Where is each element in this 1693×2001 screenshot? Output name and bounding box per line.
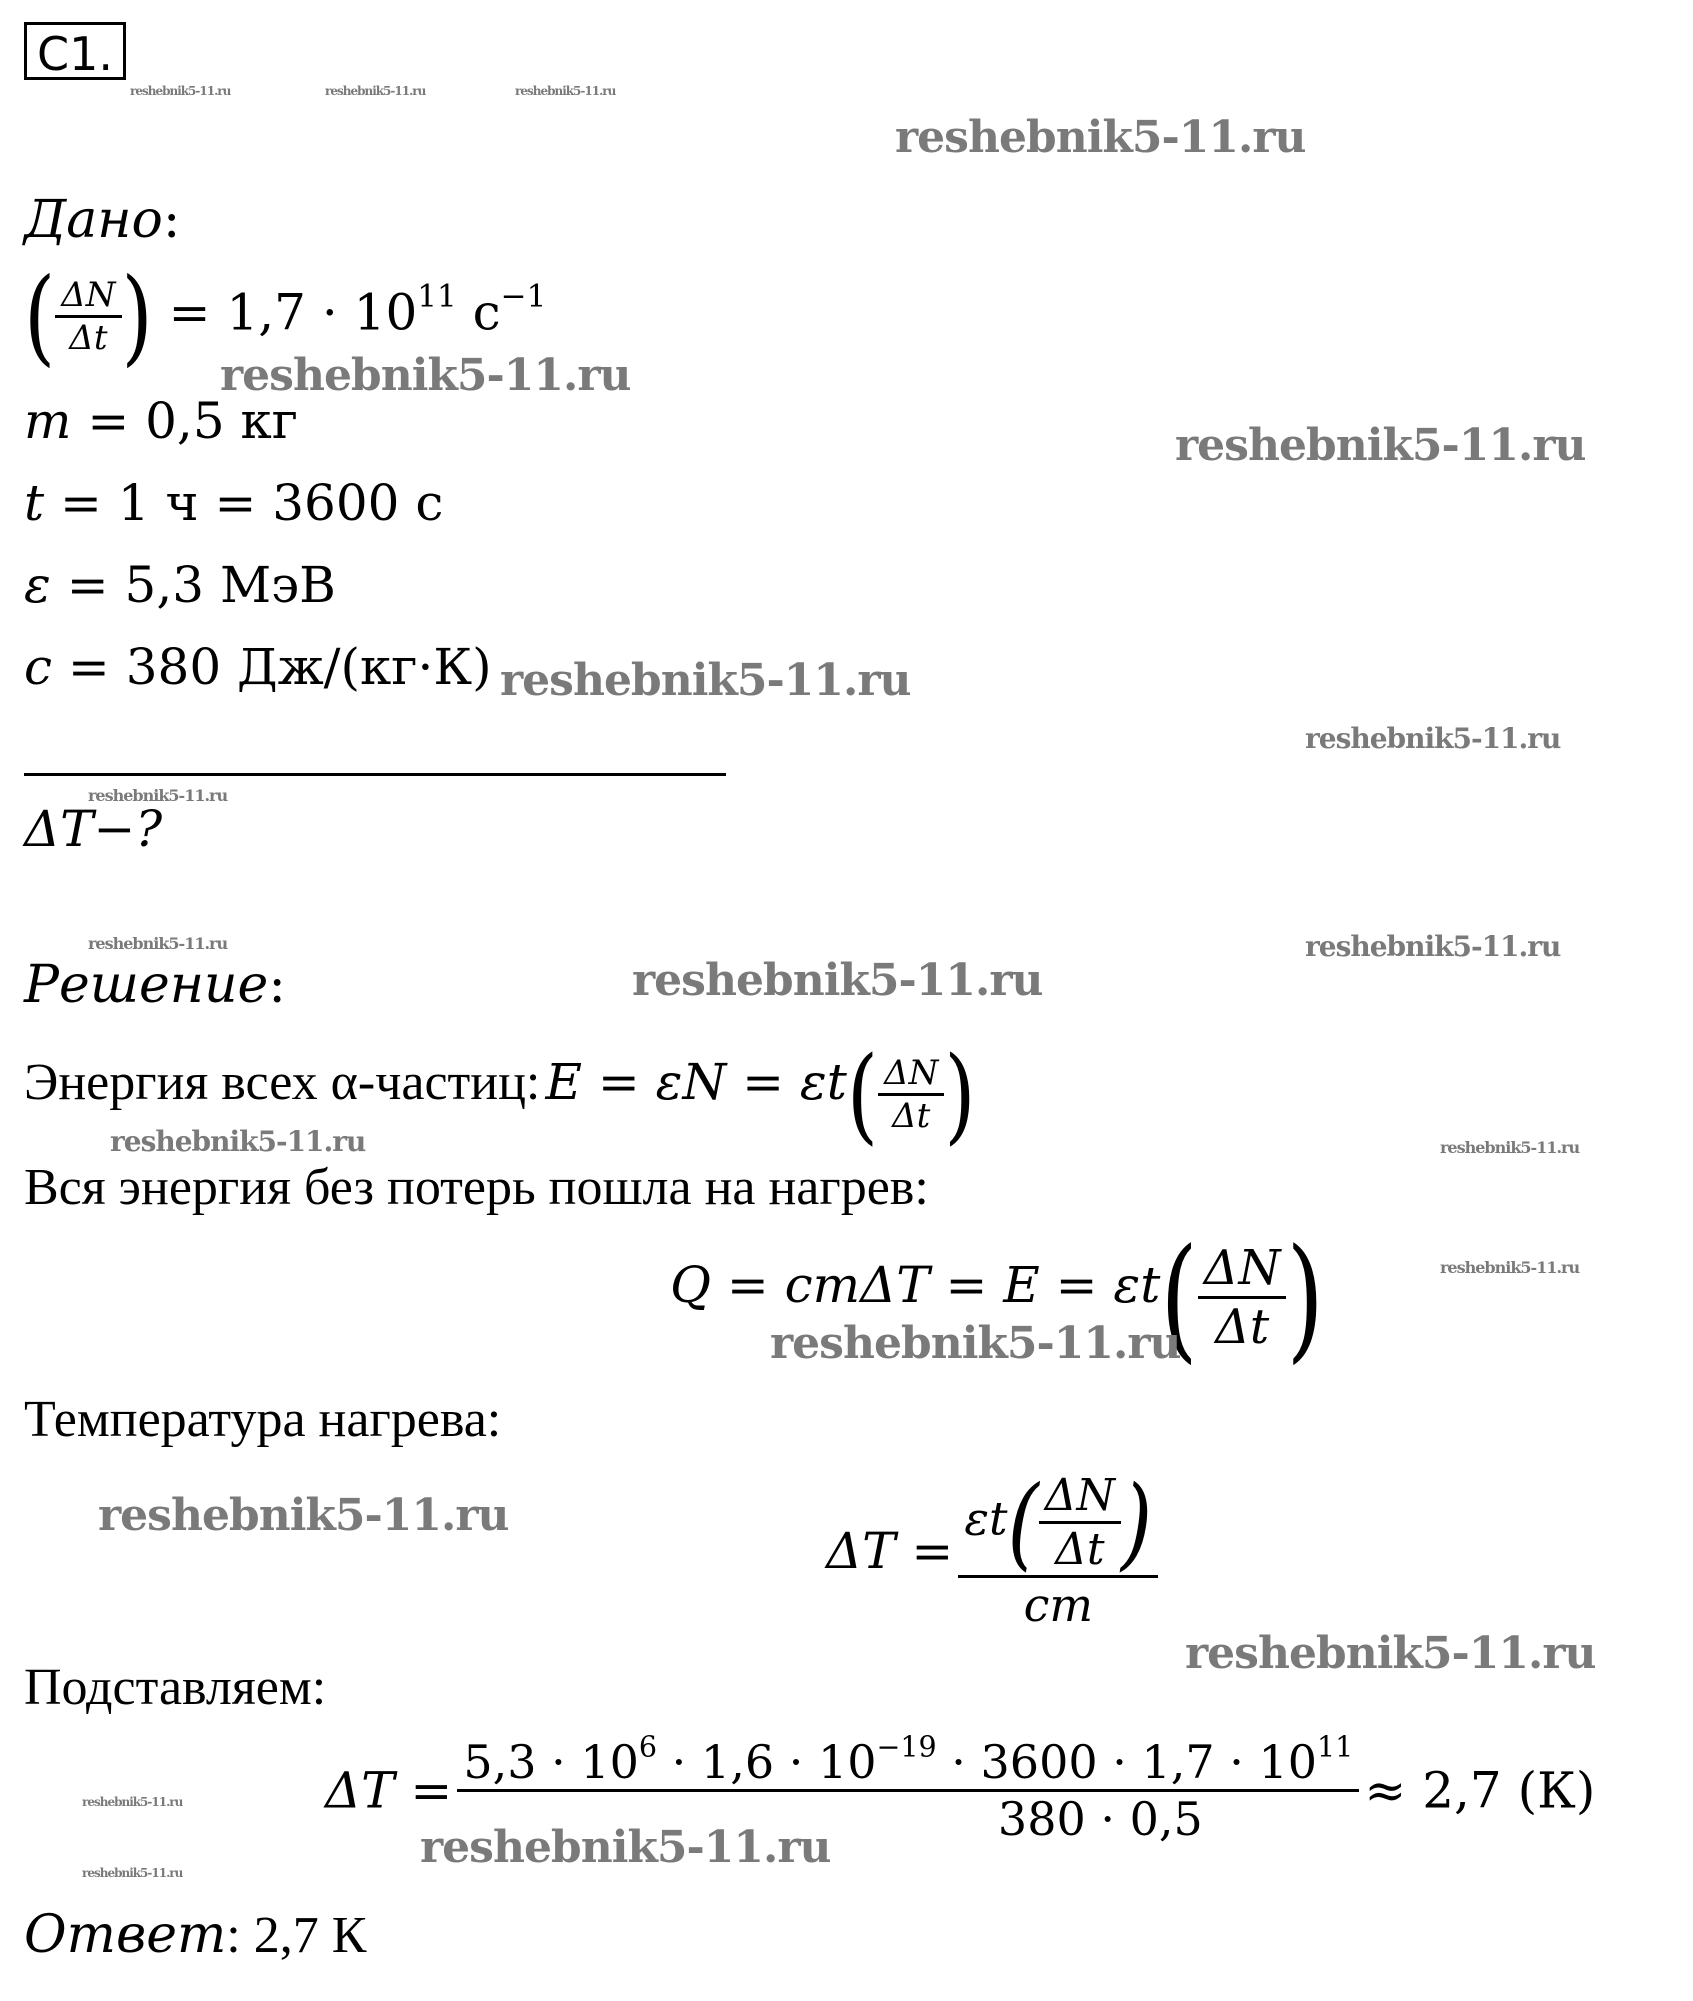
calc-num-a: 5,3 · 10 (463, 1735, 639, 1789)
watermark: reshebnik5-11.ru (1305, 930, 1561, 963)
heat-capacity-value: = 380 Дж/(кг·К) (67, 638, 492, 696)
dt-inner-num: ΔN (1044, 1470, 1116, 1521)
energy-label: Энергия всех α-частиц: (24, 1054, 541, 1111)
rate-exp: 11 (417, 278, 457, 315)
watermark: reshebnik5-11.ru (515, 84, 616, 98)
calc-num-c-exp: 11 (1317, 1730, 1354, 1764)
given-time: t = 1 ч = 3600 с (24, 474, 444, 532)
answer-value: : 2,7 К (226, 1907, 367, 1964)
solution-title: Решение: (24, 955, 286, 1015)
given-title: Дано: (24, 190, 181, 250)
watermark: reshebnik5-11.ru (895, 112, 1306, 163)
given-mass: m = 0,5 кг (24, 392, 298, 450)
substitute-label: Подставляем: (24, 1659, 327, 1716)
watermark: reshebnik5-11.ru (220, 350, 631, 401)
watermark: reshebnik5-11.ru (1175, 420, 1586, 471)
calc-den: 380 · 0,5 (997, 1792, 1203, 1846)
watermark: reshebnik5-11.ru (82, 1795, 183, 1809)
calc-lhs: ΔT = (325, 1761, 453, 1820)
rate-den: Δt (69, 318, 108, 358)
left-paren: ( (1007, 1464, 1039, 1581)
watermark: reshebnik5-11.ru (130, 84, 231, 98)
right-paren: ) (121, 256, 153, 377)
given-heat-capacity: c = 380 Дж/(кг·К) (24, 638, 492, 696)
answer-line (24, 1905, 366, 1965)
problem-tag: С1. (24, 22, 126, 80)
calc-num-b: · 1,6 · 10 (657, 1735, 877, 1789)
no-loss-text: Вся энергия без потерь пошла на нагрев: (24, 1159, 929, 1216)
calc-result: ≈ 2,7 (К) (1364, 1761, 1596, 1820)
watermark: reshebnik5-11.ru (500, 655, 911, 706)
left-paren: ( (1160, 1219, 1198, 1376)
mass-value: = 0,5 кг (87, 392, 298, 450)
calc-num-b-exp: −19 (876, 1730, 937, 1764)
watermark: reshebnik5-11.ru (1185, 1628, 1596, 1679)
right-paren: ) (1286, 1219, 1324, 1376)
rate-value: = 1,7 · 10 (168, 283, 418, 342)
find-quantity: ΔT−? (24, 800, 163, 858)
energy-frac-num: ΔN (884, 1053, 939, 1093)
left-paren: ( (846, 1034, 879, 1155)
watermark: reshebnik5-11.ru (110, 1125, 366, 1158)
watermark: reshebnik5-11.ru (632, 955, 1043, 1006)
watermark: reshebnik5-11.ru (82, 1866, 183, 1880)
watermark: reshebnik5-11.ru (88, 934, 228, 953)
calc-num-a-exp: 6 (638, 1730, 658, 1764)
given-title-text: Дано (24, 190, 163, 250)
dt-num: εt (964, 1491, 1008, 1546)
heat-frac-den: Δt (1215, 1299, 1270, 1355)
watermark: reshebnik5-11.ru (770, 1318, 1181, 1369)
right-paren: ) (1121, 1464, 1153, 1581)
solution-title-text: Решение (24, 955, 269, 1015)
time-value: = 1 ч = 3600 с (60, 474, 444, 532)
watermark: reshebnik5-11.ru (1305, 722, 1561, 755)
answer-label: Ответ (24, 1905, 227, 1965)
energy-formula: E = εN = εt (545, 1053, 847, 1111)
dt-formula-line (826, 1464, 1158, 1632)
watermark: reshebnik5-11.ru (325, 84, 426, 98)
energy-fraction (878, 1053, 944, 1136)
watermark: reshebnik5-11.ru (1440, 1138, 1580, 1157)
calc-num-c: · 3600 · 1,7 · 10 (936, 1735, 1318, 1789)
given-energy: ε = 5,3 МэВ (24, 556, 336, 614)
right-paren: ) (944, 1034, 976, 1155)
dt-fraction (958, 1464, 1158, 1632)
heat-fraction (1198, 1240, 1287, 1355)
divider (24, 773, 726, 776)
watermark: reshebnik5-11.ru (98, 1490, 509, 1541)
dt-inner-fraction (1039, 1470, 1121, 1575)
rate-fraction (55, 275, 121, 358)
energy-value: = 5,3 МэВ (66, 556, 336, 614)
energy-frac-den: Δt (892, 1096, 931, 1136)
watermark: reshebnik5-11.ru (420, 1822, 831, 1873)
dt-den: cm (1023, 1578, 1093, 1632)
heat-formula: Q = cmΔT = E = εt (670, 1256, 1161, 1314)
calc-numerator (457, 1730, 1359, 1789)
rate-unit: с (472, 283, 501, 342)
watermark: reshebnik5-11.ru (88, 786, 228, 805)
dt-numerator (958, 1464, 1158, 1581)
temp-label: Температура нагрева: (24, 1391, 502, 1448)
left-paren: ( (24, 256, 56, 377)
rate-unit-exp: −1 (500, 278, 547, 315)
dt-inner-den: Δt (1055, 1524, 1105, 1575)
heat-frac-num: ΔN (1203, 1240, 1281, 1296)
dt-lhs: ΔT = (826, 1522, 954, 1580)
rate-num: ΔN (61, 275, 116, 315)
watermark: reshebnik5-11.ru (1440, 1258, 1580, 1277)
